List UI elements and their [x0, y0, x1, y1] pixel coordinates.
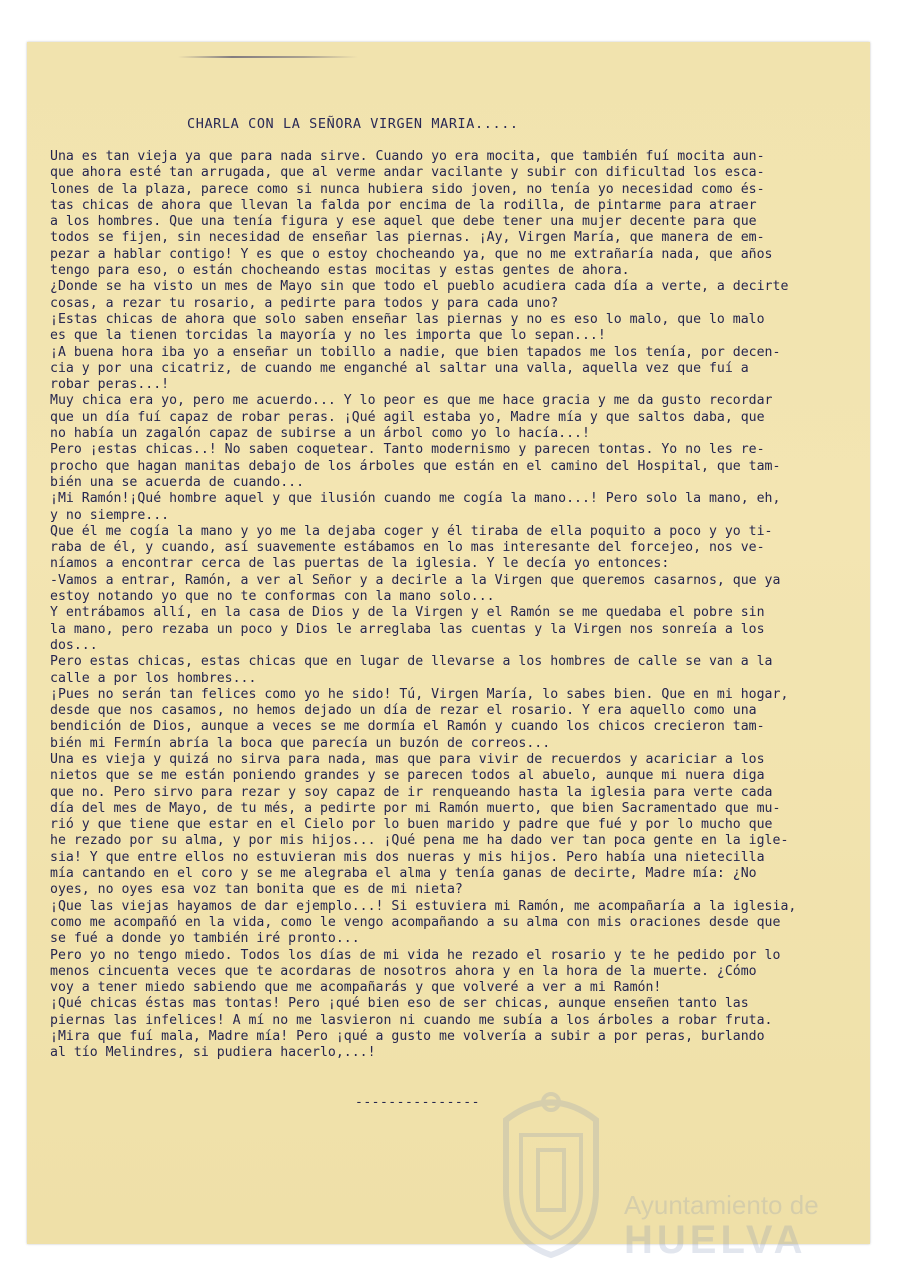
text-line: sia! Y que entre ellos no estuvieran mis dos nueras y mis hijos. Pero había una nietecilla	[50, 849, 765, 865]
text-line: piernas las infelices! A mí no me lasvieron ni cuando me subía a los árboles a robar fruta.	[50, 1012, 773, 1028]
text-line: lones de la plaza, parece como si nunca hubiera sido joven, no tenía yo necesidad como és-	[50, 181, 765, 197]
text-line: Pero ¡estas chicas..! No saben coquetear. Tanto modernismo y parecen tontas. Yo no les re-	[50, 442, 765, 458]
watermark-line-1: Ayuntamiento de	[624, 1190, 819, 1220]
text-line: menos cincuenta veces que te acordaras de nosotros ahora y en la hora de la muerte. ¿Cómo	[50, 963, 757, 979]
text-line: que no. Pero sirvo para rezar y soy capaz de ir renqueando hasta la iglesia para verte cada	[50, 784, 773, 800]
text-line: día del mes de Mayo, de tu més, a pedirte por mi Ramón muerto, que bien Sacramentado que mu-	[50, 800, 781, 816]
text-line: ¡Mira que fuí mala, Madre mía! Pero ¡qué a gusto me volvería a subir a por peras, burlando	[50, 1029, 765, 1045]
text-line: Una es tan vieja ya que para nada sirve. Cuando yo era mocita, que también fuí mocita aun-	[50, 149, 765, 164]
text-line: todos se fijen, sin necesidad de enseñar las piernas. ¡Ay, Virgen María, que manera de em-	[50, 230, 765, 246]
text-line: raba de él, y cuando, así suavemente estábamos en lo mas interesante del forcejeo, nos ve-	[50, 540, 765, 556]
watermark-line-2: HUELVA	[624, 1218, 807, 1262]
text-line: que un día fuí capaz de robar peras. ¡Qué agil estaba yo, Madre mía y que saltos daba, que	[50, 409, 765, 425]
text-line: se fué a donde yo también iré pronto...	[50, 931, 360, 947]
text-line: ¿Donde se ha visto un mes de Mayo sin que todo el pueblo acudiera cada día a verte, a decirte	[50, 279, 789, 295]
text-line: tas chicas de ahora que llevan la falda por encima de la rodilla, de pintarme para atraer	[50, 197, 757, 213]
text-line: ¡Qué chicas éstas mas tontas! Pero ¡qué bien eso de ser chicas, aunque enseñen tanto las	[50, 996, 749, 1012]
text-line: bién mi Fermín abría la boca que parecía un buzón de correos...	[50, 735, 551, 751]
text-line: estoy notando yo que no te conformas con la mano solo...	[50, 589, 495, 605]
text-line: procho que hagan manitas debajo de los árboles que están en el camino del Hospital, que tam-	[50, 458, 781, 474]
text-line: cosas, a rezar tu rosario, a pedirte para todos y para cada uno?	[50, 295, 559, 311]
text-line: ¡Estas chicas de ahora que solo saben enseñar las piernas y no es eso lo malo, que lo malo	[50, 311, 765, 327]
text-line: he rezado por su alma, y por mis hijos... ¡Qué pena me ha dado ver tan poca gente en la igle-	[50, 833, 789, 849]
text-line: ¡Pues no serán tan felices como yo he sido! Tú, Virgen María, lo sabes bien. Que en mi hogar,	[50, 686, 789, 702]
closing-separator: ---------------	[355, 1095, 480, 1110]
text-line: ¡A buena hora iba yo a enseñar un tobillo a nadie, que bien tapados me los tenía, por decen-	[50, 344, 781, 360]
text-line: bendición de Dios, aunque a veces se me dormía el Ramón y cuando los chicos crecieron tam-	[50, 719, 765, 735]
text-line: Que él me cogía la mano y yo me la dejaba coger y él tiraba de ella poquito a poco y yo ti-	[50, 523, 773, 539]
text-line: y no siempre...	[50, 507, 170, 523]
text-line: a los hombres. Que una tenía figura y ese aquel que debe tener una mujer decente para que	[50, 214, 757, 230]
text-line: pezar a hablar contigo! Y es que o estoy chocheando ya, que no me extrañaría nada, que años	[50, 246, 773, 262]
text-line: ¡Mi Ramón!¡Qué hombre aquel y que ilusión cuando me cogía la mano...! Pero solo la mano, eh,	[50, 491, 781, 507]
text-line: no había un zagalón capaz de subirse a un árbol como yo lo hacía...!	[50, 426, 590, 442]
text-line: como me acompañó en la vida, como le vengo acompañando a su alma con mis oraciones desde que	[50, 914, 781, 930]
text-line: voy a tener miedo sabiendo que me acompañarás y que volveré a ver a mi Ramón!	[50, 980, 662, 996]
pencil-mark	[178, 56, 358, 58]
text-line: cia y por una cicatriz, de cuando me enganché al saltar una valla, aquella vez que fuí a	[50, 360, 749, 376]
text-line: robar peras...!	[50, 377, 170, 393]
text-line: bién una se acuerda de cuando...	[50, 474, 305, 490]
text-line: Pero estas chicas, estas chicas que en lugar de llevarse a los hombres de calle se van a la	[50, 654, 773, 670]
document-heading: CHARLA CON LA SEÑORA VIRGEN MARIA.....	[187, 116, 519, 132]
text-line: mía cantando en el coro y se me alegraba el alma y tenía ganas de decirte, Madre mía: ¿No	[50, 866, 757, 882]
text-line: ¡Que las viejas hayamos de dar ejemplo...! Si estuviera mi Ramón, me acompañaría a la iglesia,	[50, 898, 797, 914]
text-line: la mano, pero rezaba un poco y Dios le arreglaba las cuentas y la Virgen nos sonreía a los	[50, 621, 765, 637]
text-line: calle a por los hombres...	[50, 670, 257, 686]
text-line: Pero yo no tengo miedo. Todos los días de mi vida he rezado el rosario y te he pedido por lo	[50, 947, 781, 963]
text-line: Una es vieja y quizá no sirva para nada, mas que para vivir de recuerdos y acariciar a los	[50, 751, 765, 767]
text-line: tengo para eso, o están chocheando estas mocitas y estas gentes de ahora.	[50, 263, 630, 279]
text-line: Y entrábamos allí, en la casa de Dios y de la Virgen y el Ramón se me quedaba el pobre sin	[50, 605, 765, 621]
text-line: -Vamos a entrar, Ramón, a ver al Señor y a decirle a la Virgen que queremos casarnos, que ya	[50, 572, 781, 588]
text-line: Muy chica era yo, pero me acuerdo... Y lo peor es que me hace gracia y me da gusto recordar	[50, 393, 773, 409]
text-line: desde que nos casamos, no hemos dejado un día de rezar el rosario. Y era aquello como una	[50, 703, 757, 719]
text-line: al tío Melindres, si pudiera hacerlo,...!	[50, 1045, 376, 1061]
text-line: dos...	[50, 637, 98, 653]
text-line: oyes, no oyes esa voz tan bonita que es de mi nieta?	[50, 882, 463, 898]
document-body	[50, 149, 830, 1062]
text-line: nietos que se me están poniendo grandes y se parecen todos al abuelo, aunque mi nuera diga	[50, 768, 765, 784]
text-line: es que la tienen torcidas la mayoría y no les importa que lo sepan...!	[50, 328, 606, 344]
text-line: rió y que tiene que estar en el Cielo por lo buen marido y padre que fué y por lo mucho que	[50, 817, 773, 833]
text-line: que ahora esté tan arrugada, que al verme andar vacilante y subir con dificultad los esca-	[50, 165, 765, 181]
text-line: níamos a encontrar cerca de las puertas de la iglesia. Y le decía yo entonces:	[50, 556, 670, 572]
